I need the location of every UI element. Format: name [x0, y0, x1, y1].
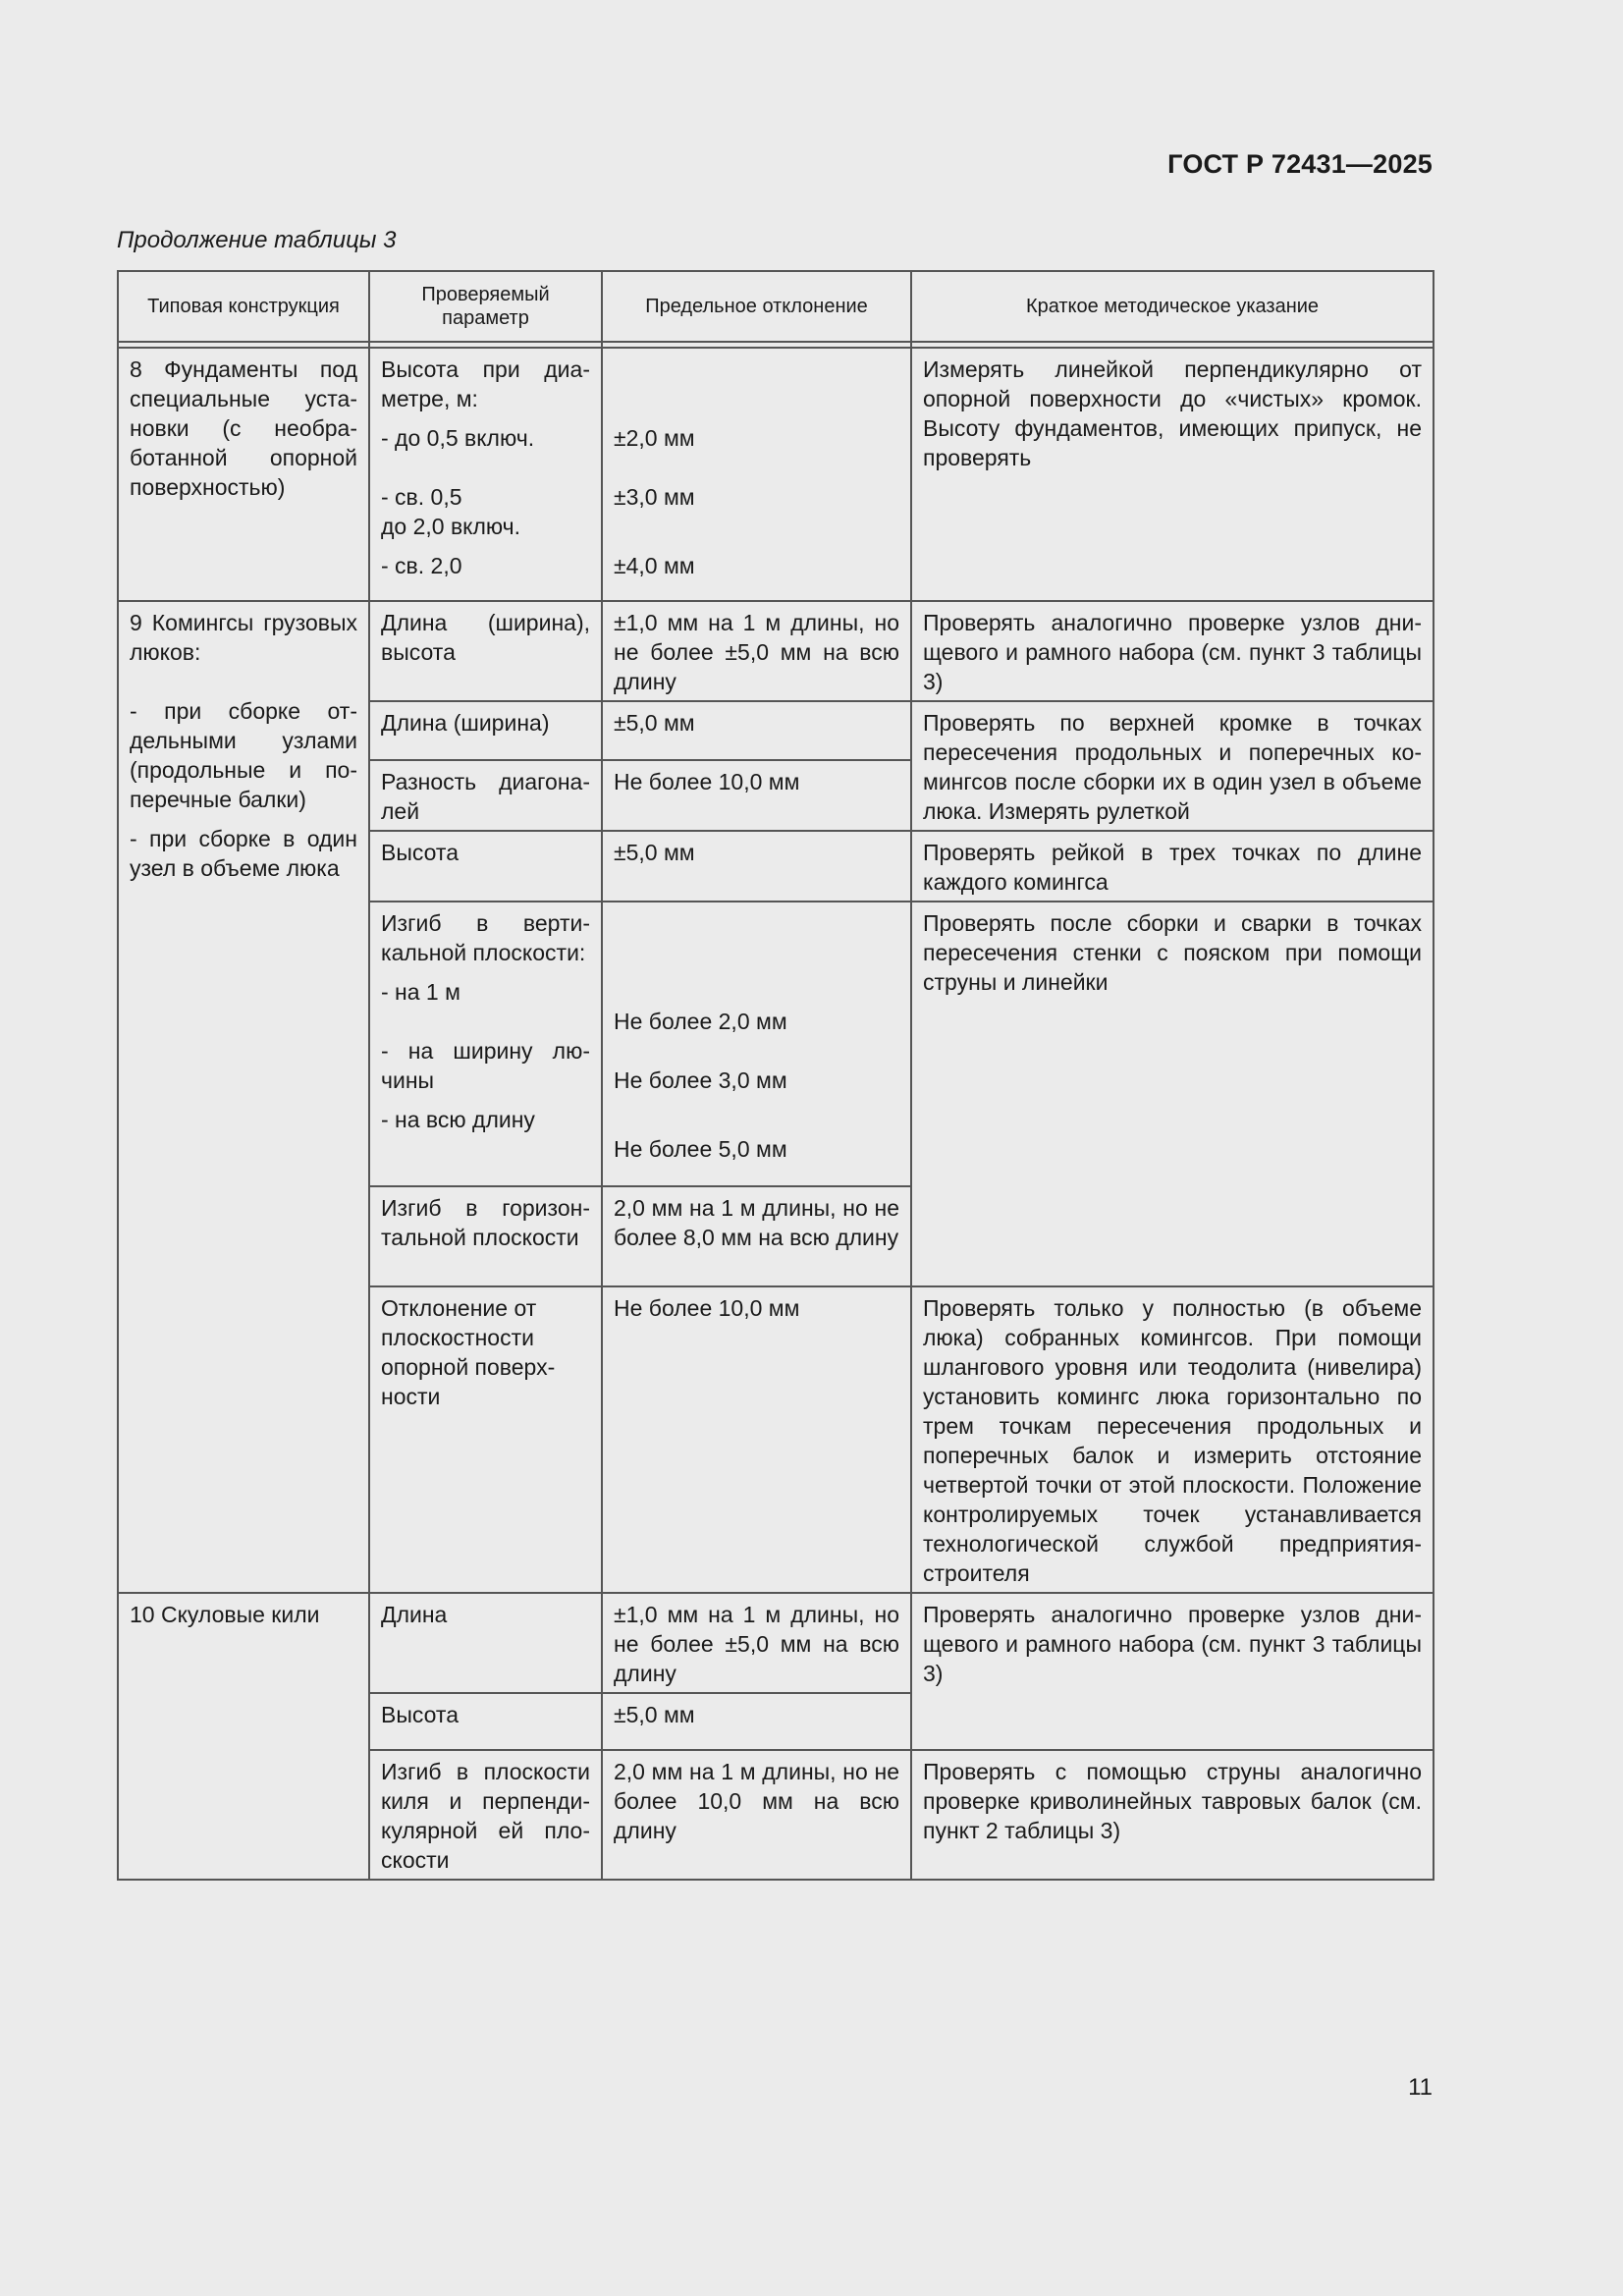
parameter-item: - на 1 м	[381, 979, 460, 1005]
construction-subitem: - при сборке в один узел в объеме люка	[130, 826, 357, 881]
parameter-item: - св. 2,0	[381, 553, 462, 578]
parameter-cell: Длина	[369, 1593, 602, 1693]
deviation-value: Не более 5,0 мм	[614, 1136, 787, 1162]
parameter-item: - до 0,5 включ.	[381, 425, 535, 451]
deviation-value: Не более 2,0 мм	[614, 1009, 787, 1034]
table-row	[118, 1593, 1434, 1693]
table-caption: Продолжение таблицы 3	[117, 227, 397, 253]
deviation-value: ±3,0 мм	[614, 484, 695, 510]
parameter-cell: Разность диагоналей	[369, 760, 602, 831]
parameter-cell: Отклонение от плоскостности опорной поверхности	[369, 1286, 602, 1593]
method-cell: Проверять рейкой в трех точках по длине каждого комингса	[911, 831, 1434, 902]
parameter-cell: Изгиб в горизонтальной плоскости	[369, 1186, 602, 1286]
page-number: 11	[1408, 2074, 1433, 2101]
column-header-parameter: Проверяемый параметр	[369, 271, 602, 342]
deviation-cell: ±5,0 мм	[602, 1693, 911, 1750]
deviation-cell: 2,0 мм на 1 м длины, но не более 10,0 мм на всю длину	[602, 1750, 911, 1880]
parameter-item: - на всю длину	[381, 1107, 535, 1132]
deviation-cell	[602, 902, 911, 1186]
construction-cell	[118, 601, 369, 1593]
parameter-cell: Высота	[369, 831, 602, 902]
construction-cell: 8 Фундаменты под специальные установки (с необработанной опорной поверхностью)	[118, 348, 369, 601]
parameter-item: - св. 0,5	[381, 484, 462, 510]
deviation-value: ±2,0 мм	[614, 425, 695, 451]
column-header-construction: Типовая конструкция	[118, 271, 369, 342]
method-cell: Проверять аналогично проверке узлов днищевого и рамного набора (см. пункт 3 таблицы 3)	[911, 1593, 1434, 1750]
deviation-cell: Не более 10,0 мм	[602, 1286, 911, 1593]
construction-title: 9 Комингсы грузовых люков:	[130, 610, 357, 665]
document-code: ГОСТ Р 72431—2025	[1167, 149, 1433, 179]
method-cell: Проверять аналогично проверке узлов днищевого и рамного набора (см. пункт 3 таблицы 3)	[911, 601, 1434, 701]
deviation-cell: ±1,0 мм на 1 м длины, но не более ±5,0 мм на всю длину	[602, 1593, 911, 1693]
method-cell: Проверять с помощью струны аналогично проверке криволинейных тавровых балок (см. пункт 2 таблицы 3)	[911, 1750, 1434, 1880]
table-row	[118, 348, 1434, 601]
deviation-value: Не более 3,0 мм	[614, 1067, 787, 1093]
parameter-cell: Длина (ширина), высота	[369, 601, 602, 701]
construction-subitem: - при сборке отдельными узлами (продольные и поперечные балки)	[130, 698, 357, 812]
parameter-cell	[369, 902, 602, 1186]
parameter-cell: Высота	[369, 1693, 602, 1750]
method-cell: Проверять после сборки и сварки в точках пересечения стенки с пояском при помощи струны и линейки	[911, 902, 1434, 1286]
deviation-cell: ±5,0 мм	[602, 831, 911, 902]
deviation-value: ±4,0 мм	[614, 553, 695, 578]
parameter-heading: Высота при диаметре, м:	[381, 356, 590, 411]
column-header-method: Краткое методическое указание	[911, 271, 1434, 342]
deviation-cell: Не более 10,0 мм	[602, 760, 911, 831]
deviation-cell	[602, 348, 911, 601]
parameter-heading: Изгиб в вертикальной плоскости:	[381, 910, 590, 965]
method-cell: Измерять линейкой перпендикулярно от опорной поверхности до «чистых» кромок. Высоту фундаментов, имеющих припуск, не проверять	[911, 348, 1434, 601]
deviation-cell: ±5,0 мм	[602, 701, 911, 760]
method-cell: Проверять только у полностью (в объеме люка) собранных комингсов. При помощи шлангового уровня или теодолита (нивелира) установить комингс люка горизонтально по трем точкам пересечения продольных и поперечных балок и измерить отстояние четвертой точки от этой плоскости. Положение контролируемых точек устанавливается технологической службой предприятия-строителя	[911, 1286, 1434, 1593]
deviation-cell: 2,0 мм на 1 м длины, но не более 8,0 мм на всю длину	[602, 1186, 911, 1286]
parameter-cell	[369, 348, 602, 601]
parameter-cell: Изгиб в плоскости киля и перпендикулярной ей плоскости	[369, 1750, 602, 1880]
column-header-deviation: Предельное отклонение	[602, 271, 911, 342]
table-row	[118, 601, 1434, 701]
table-header-row	[118, 271, 1434, 342]
deviation-cell: ±1,0 мм на 1 м длины, но не более ±5,0 мм на всю длину	[602, 601, 911, 701]
parameter-cell: Длина (ширина)	[369, 701, 602, 760]
parameter-item: до 2,0 включ.	[381, 514, 521, 539]
deviation-table	[117, 270, 1434, 1881]
method-cell: Проверять по верхней кромке в точках пересечения продольных и поперечных комингсов после сборки их в один узел в объеме люка. Измерять рулеткой	[911, 701, 1434, 831]
parameter-item: - на ширину лючины	[381, 1038, 590, 1093]
construction-cell: 10 Скуловые кили	[118, 1593, 369, 1880]
